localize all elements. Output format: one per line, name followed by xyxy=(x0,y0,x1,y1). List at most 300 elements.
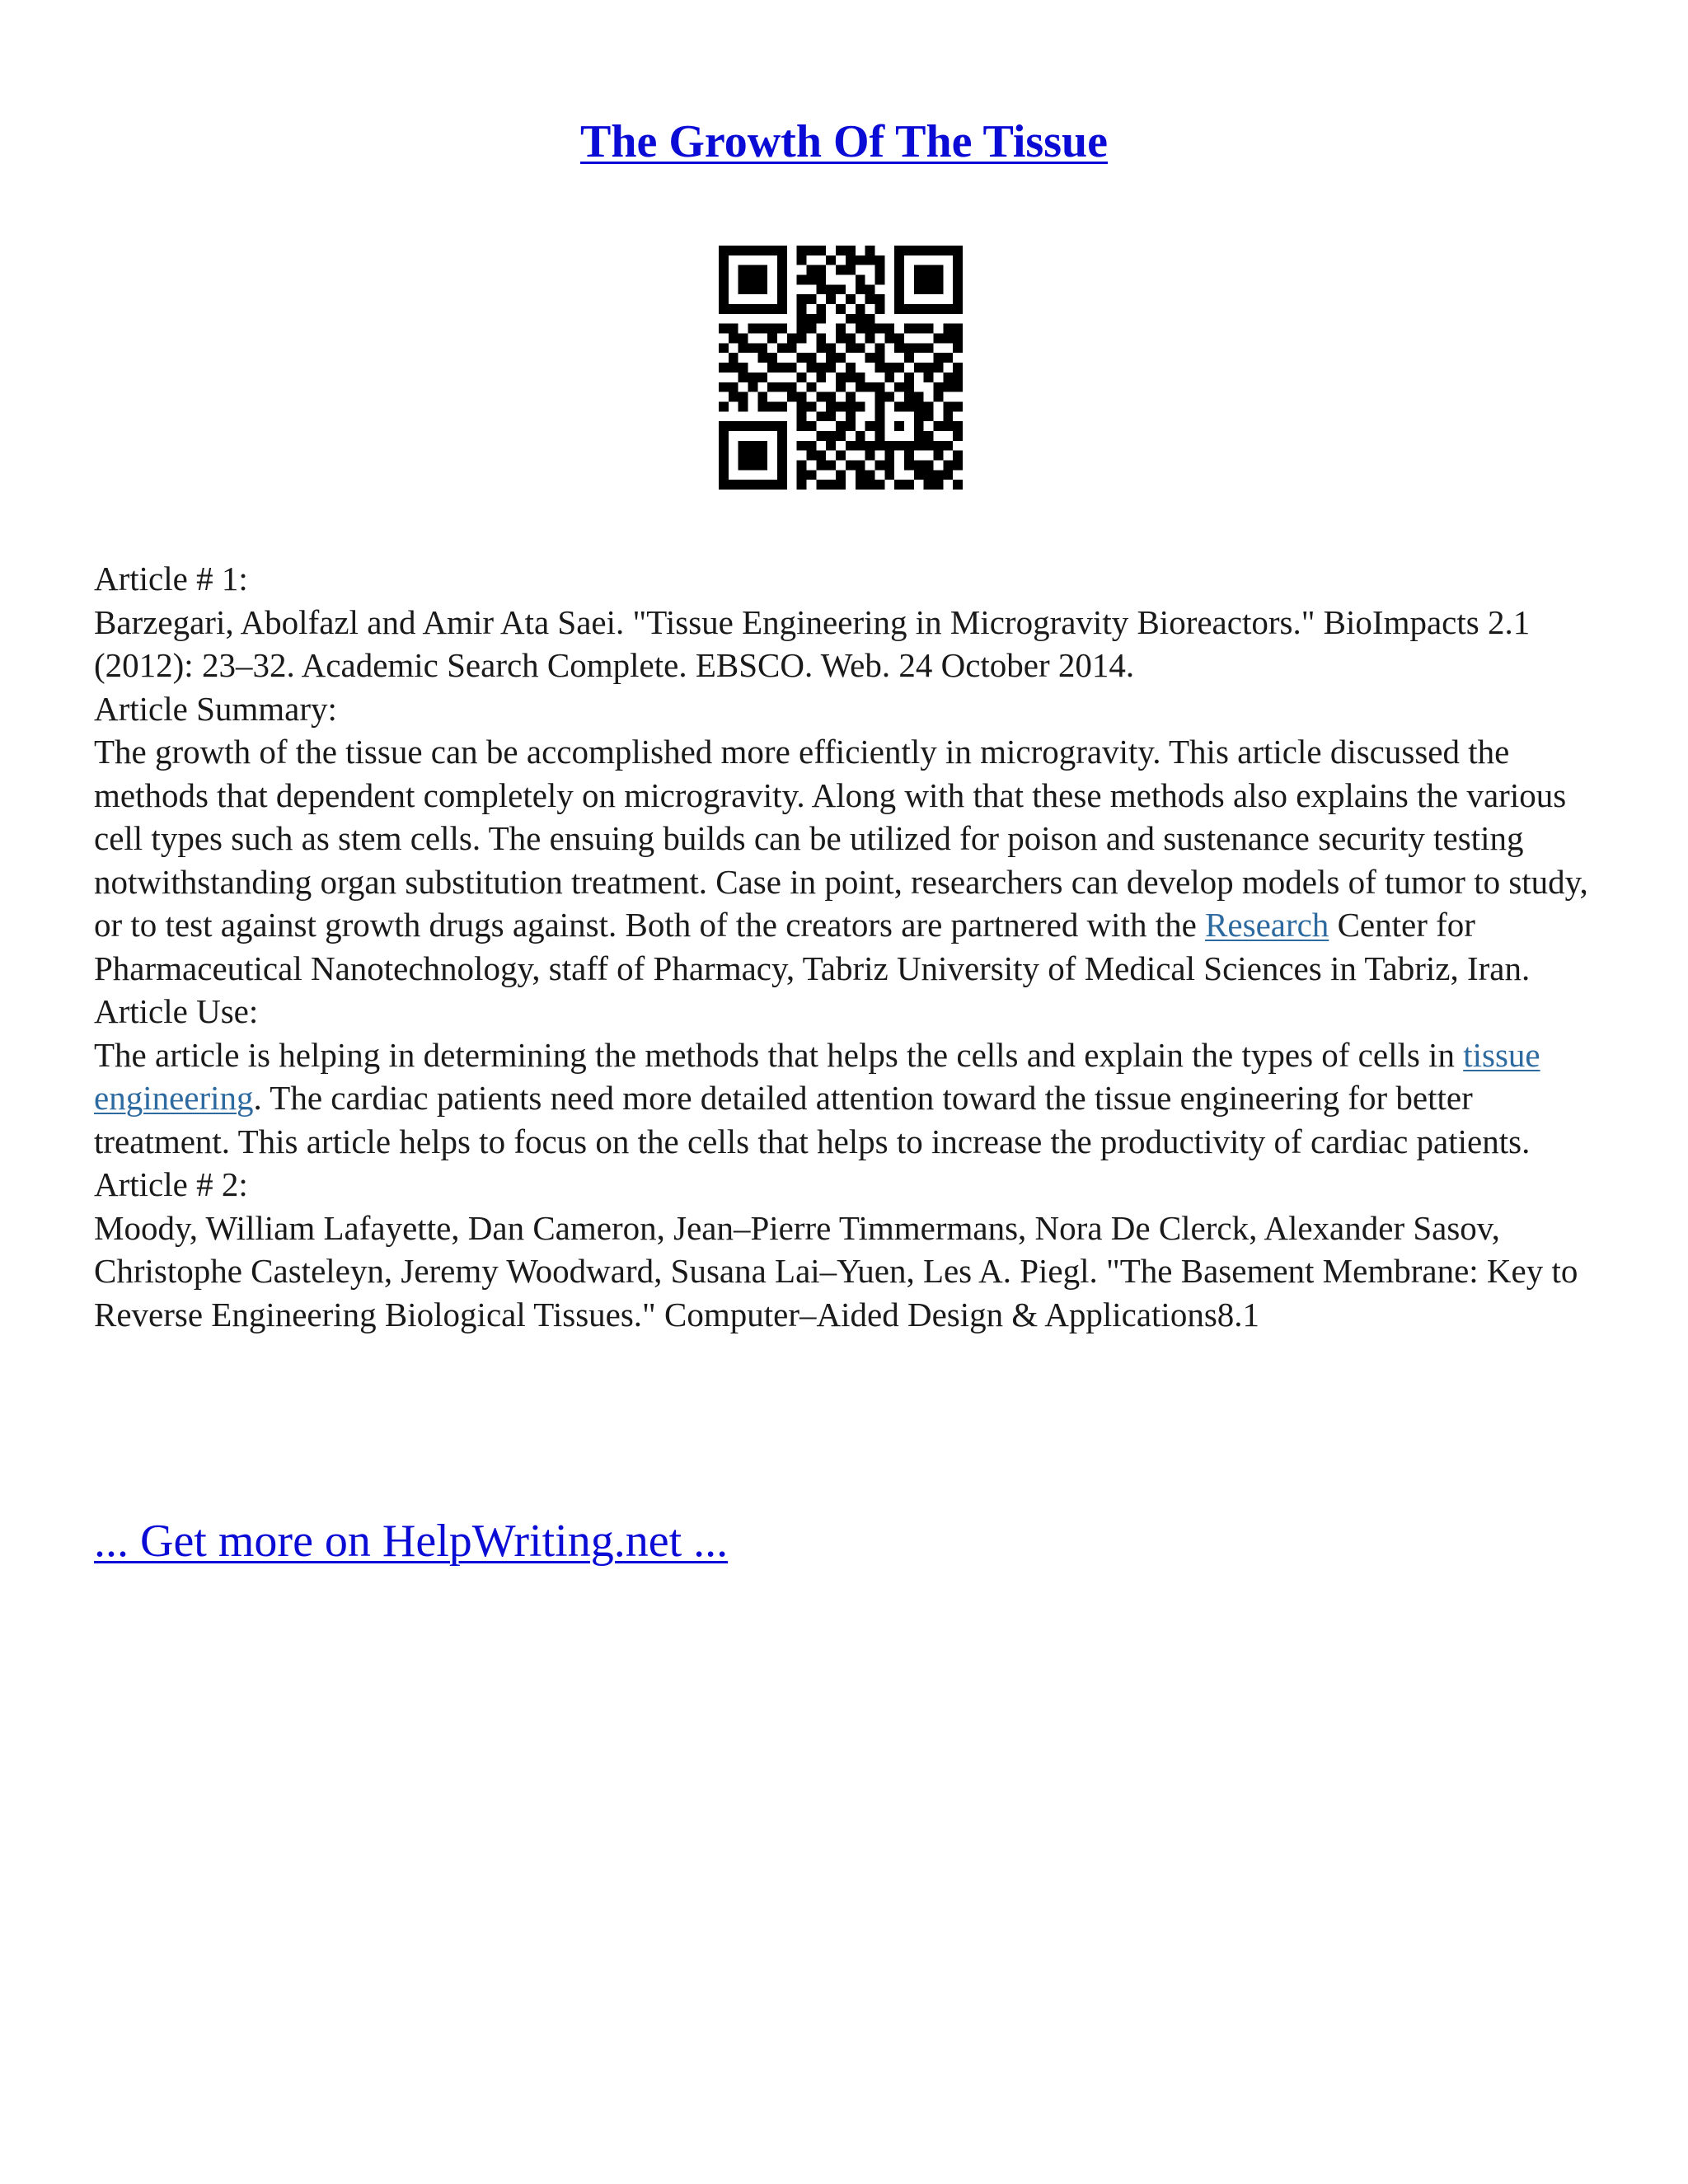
qr-module xyxy=(757,275,767,285)
qr-module xyxy=(846,363,856,373)
qr-module xyxy=(807,353,817,363)
qr-module xyxy=(748,265,758,275)
qr-module xyxy=(943,421,953,431)
qr-module xyxy=(914,275,924,285)
qr-module xyxy=(767,480,777,490)
qr-module xyxy=(933,441,943,451)
qr-module xyxy=(904,451,914,461)
qr-module xyxy=(748,275,758,285)
qr-module xyxy=(816,343,826,353)
qr-module xyxy=(738,265,748,275)
qr-module xyxy=(856,314,865,324)
qr-module xyxy=(856,324,865,334)
qr-module xyxy=(865,451,875,461)
qr-module xyxy=(846,314,856,324)
qr-module xyxy=(748,480,758,490)
qr-module xyxy=(777,265,787,275)
qr-module xyxy=(943,382,953,392)
qr-module xyxy=(894,343,904,353)
qr-module xyxy=(894,363,904,373)
get-more-paragraph xyxy=(94,1515,728,1568)
qr-module xyxy=(933,353,943,363)
qr-module xyxy=(767,324,777,334)
qr-module xyxy=(807,275,817,285)
qr-module xyxy=(797,392,807,402)
qr-module xyxy=(953,460,963,470)
qr-module xyxy=(826,431,836,441)
qr-module xyxy=(748,304,758,314)
qr-module xyxy=(777,441,787,451)
qr-module xyxy=(894,401,904,411)
qr-module xyxy=(914,392,924,402)
qr-module xyxy=(856,275,865,285)
qr-module xyxy=(874,421,884,431)
article-2-heading: Article # 2: xyxy=(94,1165,248,1203)
qr-module xyxy=(924,284,934,294)
qr-module xyxy=(914,265,924,275)
qr-module xyxy=(884,470,894,480)
qr-module xyxy=(856,480,865,490)
qr-module xyxy=(894,382,904,392)
qr-module xyxy=(729,304,738,314)
qr-module xyxy=(836,401,846,411)
qr-module xyxy=(953,294,963,304)
qr-module xyxy=(846,343,856,353)
qr-module xyxy=(874,353,884,363)
qr-module xyxy=(816,246,826,255)
qr-module xyxy=(826,460,836,470)
qr-module xyxy=(757,451,767,461)
research-link[interactable]: Research xyxy=(1205,906,1329,944)
qr-module xyxy=(914,470,924,480)
qr-module xyxy=(797,246,807,255)
qr-module xyxy=(826,392,836,402)
qr-module xyxy=(943,441,953,451)
qr-module xyxy=(816,304,826,314)
qr-module xyxy=(953,401,963,411)
qr-module xyxy=(846,334,856,344)
qr-module xyxy=(836,421,846,431)
qr-module xyxy=(865,255,875,265)
qr-module xyxy=(953,246,963,255)
qr-module xyxy=(719,265,729,275)
qr-module xyxy=(777,275,787,285)
qr-module xyxy=(787,363,797,373)
qr-module xyxy=(904,382,914,392)
summary-heading: Article Summary: xyxy=(94,689,337,728)
qr-module xyxy=(874,441,884,451)
qr-module xyxy=(924,460,934,470)
qr-module xyxy=(816,451,826,461)
qr-module xyxy=(729,382,738,392)
qr-module xyxy=(856,382,865,392)
qr-module xyxy=(943,246,953,255)
qr-module xyxy=(953,284,963,294)
qr-module xyxy=(865,314,875,324)
qr-module xyxy=(884,392,894,402)
qr-module xyxy=(767,382,777,392)
qr-code-icon xyxy=(719,246,963,490)
qr-module xyxy=(719,382,729,392)
qr-module xyxy=(729,353,738,363)
qr-module xyxy=(816,363,826,373)
qr-module xyxy=(757,480,767,490)
qr-module xyxy=(729,334,738,344)
qr-module xyxy=(953,480,963,490)
qr-module xyxy=(856,470,865,480)
qr-module xyxy=(797,460,807,470)
qr-module xyxy=(953,343,963,353)
qr-module xyxy=(748,373,758,382)
qr-module xyxy=(924,265,934,275)
qr-module xyxy=(738,401,748,411)
qr-module xyxy=(777,460,787,470)
qr-module xyxy=(904,392,914,402)
qr-module xyxy=(729,363,738,373)
qr-module xyxy=(953,334,963,344)
qr-module xyxy=(846,255,856,265)
qr-module xyxy=(865,353,875,363)
qr-module xyxy=(757,353,767,363)
qr-module xyxy=(719,343,729,353)
qr-module xyxy=(953,255,963,265)
qr-module xyxy=(757,324,767,334)
tissue-link[interactable]: tissue xyxy=(1463,1035,1540,1074)
qr-module xyxy=(719,304,729,314)
qr-module xyxy=(904,373,914,382)
qr-module xyxy=(914,304,924,314)
qr-module xyxy=(787,392,797,402)
qr-module xyxy=(797,334,807,344)
summary-text: The growth of the tissue can be accomplished more efficiently in microgravity. This article discussed the methods that dependent completely on microgravity. Along with that these methods also explains the various cell types such as stem cells. The ensuing builds can be utilized for poison and sustenance security testing notwithstanding organ substitution treatment. Case in point, researchers can develop models of tumor to study, or to test against growth drugs against. Both of the creators are partnered with the xyxy=(94,733,1588,944)
qr-module xyxy=(836,373,846,382)
qr-module xyxy=(719,246,729,255)
qr-module xyxy=(924,441,934,451)
qr-module xyxy=(874,294,884,304)
qr-module xyxy=(757,392,767,402)
qr-module xyxy=(953,451,963,461)
qr-module xyxy=(787,343,797,353)
qr-module xyxy=(865,294,875,304)
qr-module xyxy=(865,441,875,451)
qr-module xyxy=(807,451,817,461)
qr-module xyxy=(738,451,748,461)
title-link[interactable]: The Growth Of The Tissue xyxy=(579,116,1108,167)
qr-module xyxy=(904,324,914,334)
qr-module xyxy=(719,401,729,411)
qr-module xyxy=(807,314,817,324)
qr-module xyxy=(748,246,758,255)
qr-module xyxy=(933,480,943,490)
summary-text-continued: Center for Pharmaceutical Nanotechnology, staff of Pharmacy, Tabriz University of Medical Sciences in Tabriz, Iran. xyxy=(94,906,1531,987)
qr-module xyxy=(816,411,826,421)
qr-module xyxy=(777,255,787,265)
qr-module xyxy=(953,382,963,392)
qr-module xyxy=(856,255,865,265)
qr-module xyxy=(816,275,826,285)
qr-module xyxy=(933,392,943,402)
qr-module xyxy=(874,480,884,490)
qr-module xyxy=(894,480,904,490)
qr-module xyxy=(738,304,748,314)
qr-module xyxy=(894,421,904,431)
qr-module xyxy=(856,373,865,382)
qr-module xyxy=(826,284,836,294)
qr-module xyxy=(846,294,856,304)
qr-module xyxy=(797,275,807,285)
qr-module xyxy=(846,441,856,451)
qr-module xyxy=(807,441,817,451)
qr-module xyxy=(826,401,836,411)
qr-module xyxy=(797,441,807,451)
qr-module xyxy=(836,480,846,490)
qr-module xyxy=(874,343,884,353)
qr-module xyxy=(874,401,884,411)
qr-module xyxy=(797,304,807,314)
qr-module xyxy=(856,304,865,314)
qr-module xyxy=(807,294,817,304)
qr-module xyxy=(894,255,904,265)
qr-module xyxy=(767,421,777,431)
qr-module xyxy=(846,421,856,431)
qr-module xyxy=(787,334,797,344)
qr-module xyxy=(865,334,875,344)
qr-module xyxy=(884,363,894,373)
qr-module xyxy=(738,246,748,255)
qr-module xyxy=(933,304,943,314)
qr-module xyxy=(826,353,836,363)
qr-module xyxy=(874,275,884,285)
qr-module xyxy=(738,392,748,402)
qr-module xyxy=(748,460,758,470)
qr-module xyxy=(904,401,914,411)
qr-module xyxy=(777,363,787,373)
qr-module xyxy=(856,441,865,451)
qr-module xyxy=(797,255,807,265)
qr-module xyxy=(748,343,758,353)
qr-module xyxy=(953,421,963,431)
summary-paragraph xyxy=(94,730,1602,990)
qr-module xyxy=(933,382,943,392)
qr-module xyxy=(943,401,953,411)
qr-module xyxy=(914,411,924,421)
page-title xyxy=(0,115,1688,168)
qr-module xyxy=(953,275,963,285)
qr-module xyxy=(846,373,856,382)
qr-module xyxy=(846,246,856,255)
qr-module xyxy=(894,275,904,285)
qr-module xyxy=(924,401,934,411)
qr-module xyxy=(924,363,934,373)
qr-module xyxy=(719,363,729,373)
qr-module xyxy=(757,441,767,451)
qr-module xyxy=(933,451,943,461)
qr-module xyxy=(894,246,904,255)
qr-module xyxy=(874,382,884,392)
qr-module xyxy=(846,401,856,411)
qr-module xyxy=(933,275,943,285)
qr-module xyxy=(738,441,748,451)
qr-module xyxy=(924,411,934,421)
qr-module xyxy=(856,460,865,470)
qr-module xyxy=(884,324,894,334)
qr-module xyxy=(933,284,943,294)
qr-module xyxy=(777,382,787,392)
qr-module xyxy=(797,421,807,431)
qr-module xyxy=(757,343,767,353)
qr-module xyxy=(904,246,914,255)
qr-module xyxy=(933,470,943,480)
qr-module xyxy=(767,304,777,314)
qr-module xyxy=(914,343,924,353)
qr-module xyxy=(836,304,846,314)
qr-module xyxy=(904,460,914,470)
qr-module xyxy=(807,401,817,411)
qr-module xyxy=(719,275,729,285)
qr-module xyxy=(729,324,738,334)
qr-module xyxy=(719,421,729,431)
qr-module xyxy=(777,421,787,431)
qr-module xyxy=(884,441,894,451)
qr-module xyxy=(914,431,924,441)
qr-module xyxy=(874,392,884,402)
qr-module xyxy=(894,265,904,275)
qr-module xyxy=(719,324,729,334)
qr-module xyxy=(884,373,894,382)
qr-module xyxy=(777,324,787,334)
qr-module xyxy=(846,411,856,421)
qr-module xyxy=(777,284,787,294)
qr-module xyxy=(748,451,758,461)
engineering-link[interactable]: engineering xyxy=(94,1079,254,1117)
use-heading: Article Use: xyxy=(94,992,259,1030)
qr-module xyxy=(904,441,914,451)
qr-module xyxy=(719,460,729,470)
qr-module xyxy=(757,373,767,382)
qr-module xyxy=(874,304,884,314)
qr-module xyxy=(904,343,914,353)
qr-module xyxy=(729,246,738,255)
qr-module xyxy=(719,255,729,265)
qr-module xyxy=(767,246,777,255)
qr-module xyxy=(865,284,875,294)
qr-module xyxy=(846,460,856,470)
qr-module xyxy=(816,265,826,275)
qr-module xyxy=(874,431,884,441)
qr-module xyxy=(914,401,924,411)
article-1-citation: Barzegari, Abolfazl and Amir Ata Saei. "Tissue Engineering in Microgravity Bioreactors." BioImpacts 2.1 (2012): 23–32. Academic Search Complete. EBSCO. Web. 24 October 2014. xyxy=(94,602,1531,684)
article-2-citation: Moody, William Lafayette, Dan Cameron, Jean–Pierre Timmermans, Nora De Clerck, Alexander Sasov, Christophe Casteleyn, Jeremy Woodward, Susana Lai–Yuen, Les A. Piegl. "The Basement Membrane: Key to Reverse Engineering Biological Tissues." Computer–Aided Design & Applications8.1 xyxy=(94,1208,1578,1333)
qr-module xyxy=(797,373,807,382)
qr-module xyxy=(777,451,787,461)
qr-module xyxy=(865,382,875,392)
qr-module xyxy=(943,470,953,480)
qr-module xyxy=(729,392,738,402)
qr-module xyxy=(738,460,748,470)
use-text-continued: . The cardiac patients need more detailed attention toward the tissue engineering for better treatment. This article helps to focus on the cells that helps to increase the productivity of cardiac patients. xyxy=(94,1079,1531,1160)
qr-module xyxy=(836,334,846,344)
qr-module xyxy=(738,373,748,382)
qr-module xyxy=(807,470,817,480)
qr-module xyxy=(738,363,748,373)
qr-module xyxy=(924,480,934,490)
qr-module xyxy=(767,363,777,373)
qr-module xyxy=(874,324,884,334)
qr-module xyxy=(894,304,904,314)
qr-module xyxy=(933,265,943,275)
qr-module xyxy=(884,334,894,344)
qr-module xyxy=(807,324,817,334)
qr-module xyxy=(807,421,817,431)
qr-module xyxy=(836,470,846,480)
qr-module xyxy=(738,421,748,431)
qr-module xyxy=(826,441,836,451)
qr-module xyxy=(807,382,817,392)
qr-module xyxy=(777,294,787,304)
qr-module xyxy=(884,451,894,461)
qr-module xyxy=(904,353,914,363)
qr-module xyxy=(767,353,777,363)
qr-module xyxy=(894,294,904,304)
qr-module xyxy=(874,255,884,265)
get-more-link[interactable]: ... Get more on HelpWriting.net ... xyxy=(94,1516,729,1567)
qr-module xyxy=(856,284,865,294)
qr-module xyxy=(836,284,846,294)
qr-module xyxy=(953,431,963,441)
qr-module xyxy=(914,324,924,334)
qr-module xyxy=(856,431,865,441)
qr-module xyxy=(719,441,729,451)
qr-module xyxy=(757,421,767,431)
qr-module xyxy=(943,373,953,382)
qr-module xyxy=(719,470,729,480)
qr-module xyxy=(894,334,904,344)
qr-module xyxy=(729,421,738,431)
qr-module xyxy=(748,441,758,451)
qr-module xyxy=(767,334,777,344)
qr-module xyxy=(738,275,748,285)
qr-module xyxy=(797,470,807,480)
qr-module xyxy=(914,246,924,255)
qr-module xyxy=(874,265,884,275)
qr-module xyxy=(826,255,836,265)
qr-module xyxy=(865,480,875,490)
qr-module xyxy=(943,304,953,314)
qr-module xyxy=(797,294,807,304)
qr-module xyxy=(738,480,748,490)
qr-module xyxy=(836,324,846,334)
qr-module xyxy=(748,382,758,392)
qr-module xyxy=(943,334,953,344)
qr-module xyxy=(914,421,924,431)
qr-module xyxy=(846,265,856,275)
qr-module xyxy=(846,392,856,402)
qr-module xyxy=(807,363,817,373)
qr-module xyxy=(865,324,875,334)
qr-module xyxy=(953,265,963,275)
qr-module xyxy=(884,460,894,470)
qr-module xyxy=(777,431,787,441)
qr-module xyxy=(797,401,807,411)
qr-module xyxy=(748,284,758,294)
qr-module xyxy=(826,363,836,373)
qr-module xyxy=(924,246,934,255)
qr-module xyxy=(807,265,817,275)
qr-module xyxy=(904,480,914,490)
qr-module xyxy=(933,363,943,373)
qr-module xyxy=(816,431,826,441)
qr-module xyxy=(816,480,826,490)
